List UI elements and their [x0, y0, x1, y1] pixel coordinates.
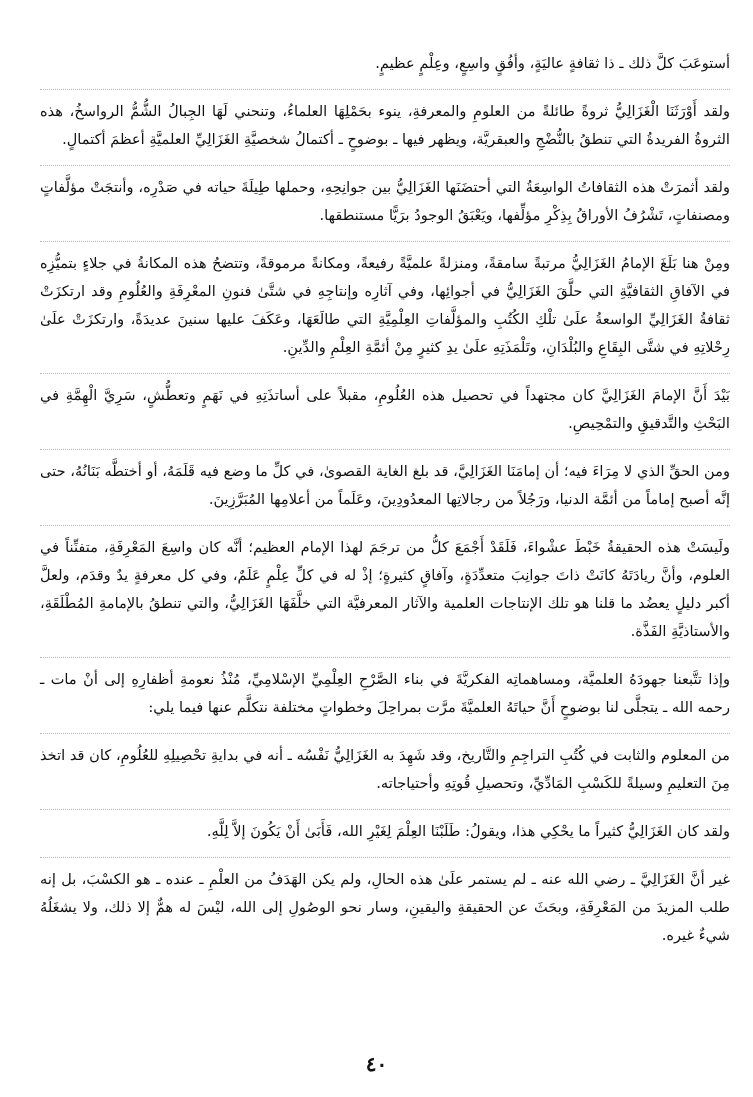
- paragraph-9: من المعلوم والثابت في كُتُبِ التراجِمِ والتَّاريخ، وقد شَهِدَ به الغَزَالِيُّ نَفْسُه ـ أنه في بدايةِ تحْصِيلِهِ للعُلُومِ، كان قد اتخذ مِنَ التعليمِ وسيلةً للكَسْبِ المَادِّيِّ، وتحصيلِ قُوتِهِ وأحتياجاته.: [40, 742, 730, 810]
- paragraph-3: ولقد أثمرَتْ هذه الثقافاتُ الواسِعَةُ التي أحتضَنَها الغَزَالِيُّ بين جوانِحِهِ، وحملها طِيلَةَ حياته في صَدْرِه، وأنتجَتْ مؤلَّفاتٍ ومصنفاتٍ، تَشْرُفُ الأوراقُ بِذِكْرِ مؤلِّفها، ويَعْبَقُ الوجودُ برَيًّا مستنطقها.: [40, 174, 730, 242]
- paragraph-11: غير أنَّ الغَزَالِيَّ ـ رضي الله عنه ـ لم يستمر علَىٰ هذه الحالِ، ولم يكن الهَدَفُ من العلْمِ ـ عنده ـ هو الكسْبَ، بل إنه طلب المزيدَ من المَعْرِفَةِ، وبحَثَ عن الحقيقةِ واليقينِ، وسار نحو الوصُولِ إلى الله، ليْسَ له همٌّ إلا ذلك، ولا يشغَلُهُ شيءٌ غيره.: [40, 871, 730, 944]
- paragraph-7: ولَيسَتْ هذه الحقيقةُ خَبْطَ عشْواءَ، فَلَقَدْ أَجْمَعَ كلُّ من ترجَمَ لهذا الإمام العظيم؛ أنَّه كان واسِعَ المَعْرِفَةِ، متفنِّناً في العلوم، وأنَّ ريادَتَهُ كانَتْ ذاتَ جوانِبَ متعدِّدَةٍ، وآفاقٍ كثيرةٍ؛ إذْ له في كلِّ عِلْمٍ عَلَمٌ، وفي كل معرفةٍ يدٌ وقدَم، ولعلَّ أكبر دليلٍ يعضُد ما قلنا هو تلك الإنتاجات العلمية والآثار المعرفيَّة التي خلَّفَهَا الغَزَالِيُّ، والتي تنطقُ بالإمامةِ المُطْلَقَةِ، والأستاذيَّةِ الفَذَّة.: [40, 534, 730, 658]
- page-number: ٤٠: [365, 1052, 388, 1076]
- paragraph-6: ومن الحقِّ الذي لا مِرَاءَ فيه؛ أن إمامَنَا الغَزَالِيَّ، قد بلغ الغاية القصوىٰ، في كلِّ ما وضع فيه قَلَمَهُ، أو أختطَّه بَنَانُهُ، حتى إنَّه أصبح إماماً من أئمَّة الدنيا، ورَجُلاً من رجالاتِها المعدُودِينَ، وعَلَماً من أعلامِها المُبَرَّزِينَ.: [40, 458, 730, 526]
- paragraph-10: ولقد كان الغَزَالِيُّ كثيراً ما يحْكِي هذا، ويقولُ: طَلَبْنَا العِلْمَ لِغَيْرِ الله، فَأَبَىٰ أَنْ يَكُونَ إلاَّ لِلَّهِ.: [40, 818, 730, 858]
- paragraph-1: أستوعَبَ كلَّ ذلك ـ ذا ثقافةٍ عاليَةٍ، وأفُقٍ واسِعٍ، وعِلْمٍ عظيمٍ.: [40, 50, 730, 90]
- document-page: [40, 50, 730, 969]
- paragraph-4: ومِنْ هنا بَلَغَ الإمامُ الغَزَالِيُّ مرتبةً سامقةً، ومنزلةً علميَّةً رفيعةً، ومكانةً مرموقةً، وتتضحُ هذه المكانةُ في جلاءٍ بتميُّزِه في الآفاقِ الثقافيَّةِ التي حلَّقَ الغَزَالِيُّ في أجوائِها، وفي آثارِه وإنتاجِهِ في شتَّىٰ فنونِ المعْرِفَةِ والعُلُومِ وقد ارتكزَتْ ثقافةُ الغَزَالِيِّ الواسعةُ علَىٰ تلْكِ الكُتُبِ والمؤلَّفاتِ العِلْمِيَّةِ التي طالَعَهَا، وعَكَفَ عليها سنينَ عديدَةً، وارتكزَتْ علَىٰ رِحْلاتِهِ في شتَّى البِقَاعِ والبُلْدَانِ، وتَلْمَذَتِهِ علَىٰ يدِ كثيرٍ مِنْ أئمَّةِ العِلْمِ والدِّينِ.: [40, 250, 730, 374]
- paragraph-2: ولقد أَوْرَثَنَا الْغَزَالِيُّ ثروةً طائلةً من العلومِ والمعرفةِ، ينوء بحَمْلِهَا العلماءُ، وتنحني لَهَا الجِبالُ الشُّمُّ الرواسخُ، هذه الثروةُ الفريدةُ التي تنطقُ بالنُّضْجِ والعبقريَّة، ويظهر فيها ـ بوضوحٍ ـ أكتمالُ شخصيَّةِ الغَزَالِيِّ العلميَّةِ أعظمَ أكتمالٍ.: [40, 98, 730, 166]
- paragraph-8: وإذا تتَّبعنا جهودَهُ العلميَّة، ومساهماتِه الفكريَّةَ في بناء الصَّرْحِ العِلْمِيِّ الإسْلامِيِّ، مُنْذُ نعومةِ أظفارِهِ إلى أنْ مات ـ رحمه الله ـ يتجلَّى لنا بوضوحٍ أَنَّ حياتَهُ العلميَّةَ مرَّت بمراحِلَ وخطواتٍ مختلفة نتكلَّم عنها فيما يلي:: [40, 666, 730, 734]
- paragraph-5: بَيْدَ أَنَّ الإمامَ الغَزَالِيَّ كان مجتهداً في تحصيل هذه العُلُومِ، مقبلاً على أساتذَتِهِ في نَهَمٍ وتعطُّشٍ، سَرِيَّ الْهِمَّةِ في البَحْثِ والتَّدقيقِ والتمْحِيصِ.: [40, 382, 730, 450]
